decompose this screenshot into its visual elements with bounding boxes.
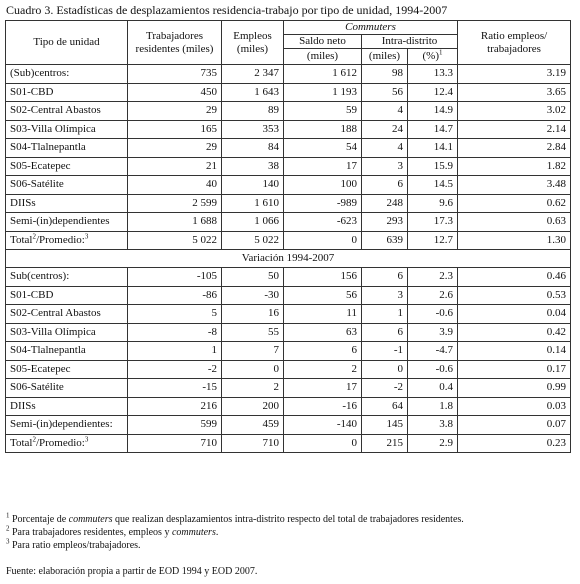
statistics-table xyxy=(5,20,571,453)
cell-saldo: 188 xyxy=(284,120,362,139)
cell-pct: 3.9 xyxy=(408,323,458,342)
cell-intra: 56 xyxy=(362,83,408,102)
cell-ratio: 0.62 xyxy=(458,194,571,213)
table-row xyxy=(6,360,571,379)
cell-saldo: -989 xyxy=(284,194,362,213)
cell-intra: 4 xyxy=(362,102,408,121)
cell-pct: 15.9 xyxy=(408,157,458,176)
cell-ratio: 0.53 xyxy=(458,286,571,305)
table-row xyxy=(6,120,571,139)
cell-pct: 14.9 xyxy=(408,102,458,121)
col-header-tipo: Tipo de unidad xyxy=(6,21,128,65)
table-row xyxy=(6,268,571,287)
cell-intra: 0 xyxy=(362,360,408,379)
cell-saldo: 63 xyxy=(284,323,362,342)
cell-unit: Total$^2$/Promedio:$^3$ xyxy=(6,434,128,453)
cell-trab: 5 022 xyxy=(128,231,222,250)
cell-trab: -8 xyxy=(128,323,222,342)
cell-intra: 64 xyxy=(362,397,408,416)
cell-saldo: 100 xyxy=(284,176,362,195)
table-row xyxy=(6,434,571,453)
cell-empl: -30 xyxy=(222,286,284,305)
cell-intra: 6 xyxy=(362,268,408,287)
cell-saldo: 156 xyxy=(284,268,362,287)
cell-saldo: 59 xyxy=(284,102,362,121)
table-row xyxy=(6,194,571,213)
cell-unit: S02-Central Abastos xyxy=(6,305,128,324)
cell-intra: 3 xyxy=(362,286,408,305)
cell-unit: (Sub)centros: xyxy=(6,65,128,84)
source-note: Fuente: elaboración propia a partir de EOD 1994 y EOD 2007. xyxy=(6,566,258,577)
cell-pct: 9.6 xyxy=(408,194,458,213)
table-row xyxy=(6,286,571,305)
cell-empl: 1 610 xyxy=(222,194,284,213)
cell-intra: 293 xyxy=(362,213,408,232)
cell-trab: 710 xyxy=(128,434,222,453)
cell-trab: 1 688 xyxy=(128,213,222,232)
footnote-line: $^2$ Para trabajadores residentes, empleos y commuters. xyxy=(6,524,219,538)
col-unit-intra: (miles) xyxy=(362,49,408,65)
cell-unit: Sub(centros): xyxy=(6,268,128,287)
cell-pct: 14.5 xyxy=(408,176,458,195)
cell-ratio: 0.07 xyxy=(458,416,571,435)
table-row xyxy=(6,305,571,324)
cell-trab: 2 599 xyxy=(128,194,222,213)
cell-unit: S03-Villa Olímpica xyxy=(6,120,128,139)
cell-unit: S06-Satélite xyxy=(6,379,128,398)
cell-trab: 735 xyxy=(128,65,222,84)
col-header-ratio: Ratio empleos/ trabajadores xyxy=(458,21,571,65)
cell-unit: S05-Ecatepec xyxy=(6,157,128,176)
cell-intra: 4 xyxy=(362,139,408,158)
cell-unit: S02-Central Abastos xyxy=(6,102,128,121)
cell-trab: 165 xyxy=(128,120,222,139)
cell-ratio: 3.48 xyxy=(458,176,571,195)
col-unit-saldo: (miles) xyxy=(284,49,362,65)
cell-ratio: 0.42 xyxy=(458,323,571,342)
table-row xyxy=(6,342,571,361)
cell-ratio: 3.02 xyxy=(458,102,571,121)
col-unit-pct: (%)$^1$ xyxy=(408,49,458,65)
cell-trab: 29 xyxy=(128,102,222,121)
cell-empl: 55 xyxy=(222,323,284,342)
cell-empl: 50 xyxy=(222,268,284,287)
cell-ratio: 3.19 xyxy=(458,65,571,84)
cell-ratio: 0.17 xyxy=(458,360,571,379)
cell-ratio: 3.65 xyxy=(458,83,571,102)
footnote-marker: 1 xyxy=(439,48,443,57)
cell-saldo: 6 xyxy=(284,342,362,361)
cell-saldo: 17 xyxy=(284,379,362,398)
table-body-levels xyxy=(6,65,571,250)
cell-saldo: 0 xyxy=(284,434,362,453)
cell-saldo: 1 612 xyxy=(284,65,362,84)
cell-trab: 450 xyxy=(128,83,222,102)
cell-intra: 215 xyxy=(362,434,408,453)
cell-saldo: 54 xyxy=(284,139,362,158)
table-row xyxy=(6,323,571,342)
table-row xyxy=(6,397,571,416)
cell-intra: 248 xyxy=(362,194,408,213)
cell-unit: S03-Villa Olímpica xyxy=(6,323,128,342)
cell-unit: S01-CBD xyxy=(6,83,128,102)
cell-empl: 353 xyxy=(222,120,284,139)
cell-trab: -105 xyxy=(128,268,222,287)
cell-trab: -86 xyxy=(128,286,222,305)
cell-ratio: 0.63 xyxy=(458,213,571,232)
table-row xyxy=(6,213,571,232)
cell-trab: -15 xyxy=(128,379,222,398)
col-header-commuters: Commuters xyxy=(284,21,458,35)
cell-trab: 216 xyxy=(128,397,222,416)
cell-pct: 17.3 xyxy=(408,213,458,232)
cell-intra: -1 xyxy=(362,342,408,361)
cell-trab: 29 xyxy=(128,139,222,158)
table-row xyxy=(6,416,571,435)
cell-saldo: 56 xyxy=(284,286,362,305)
cell-empl: 0 xyxy=(222,360,284,379)
cell-ratio: 1.30 xyxy=(458,231,571,250)
cell-ratio: 1.82 xyxy=(458,157,571,176)
cell-unit: S04-Tlalnepantla xyxy=(6,139,128,158)
col-header-empleos: Empleos (miles) xyxy=(222,21,284,65)
table-row xyxy=(6,379,571,398)
cell-intra: -2 xyxy=(362,379,408,398)
cell-intra: 6 xyxy=(362,323,408,342)
table-row xyxy=(6,157,571,176)
cell-pct: 2.6 xyxy=(408,286,458,305)
cell-intra: 639 xyxy=(362,231,408,250)
cell-empl: 200 xyxy=(222,397,284,416)
cell-empl: 16 xyxy=(222,305,284,324)
table-caption: Cuadro 3. Estadísticas de desplazamientos residencia-trabajo por tipo de unidad, 1994-2007 xyxy=(6,3,448,17)
cell-pct: 3.8 xyxy=(408,416,458,435)
cell-saldo: -16 xyxy=(284,397,362,416)
cell-unit: DIISs xyxy=(6,194,128,213)
cell-unit: S04-Tlalnepantla xyxy=(6,342,128,361)
cell-trab: 599 xyxy=(128,416,222,435)
table-row xyxy=(6,231,571,250)
table-row xyxy=(6,176,571,195)
cell-empl: 1 643 xyxy=(222,83,284,102)
cell-empl: 5 022 xyxy=(222,231,284,250)
cell-intra: 6 xyxy=(362,176,408,195)
col-header-trabajadores: Trabajadores residentes (miles) xyxy=(128,21,222,65)
cell-empl: 140 xyxy=(222,176,284,195)
cell-empl: 7 xyxy=(222,342,284,361)
cell-ratio: 2.14 xyxy=(458,120,571,139)
table-body-section xyxy=(6,250,571,268)
cell-saldo: 2 xyxy=(284,360,362,379)
table-row xyxy=(6,139,571,158)
cell-ratio: 0.23 xyxy=(458,434,571,453)
cell-intra: 3 xyxy=(362,157,408,176)
table-row xyxy=(6,65,571,84)
cell-ratio: 0.14 xyxy=(458,342,571,361)
section-title: Variación 1994-2007 xyxy=(6,250,571,268)
cell-pct: -0.6 xyxy=(408,305,458,324)
col-header-intra: Intra-distrito xyxy=(362,35,458,49)
cell-empl: 1 066 xyxy=(222,213,284,232)
cell-trab: 21 xyxy=(128,157,222,176)
cell-empl: 459 xyxy=(222,416,284,435)
table-row xyxy=(6,83,571,102)
footnote-line: $^1$ Porcentaje de commuters que realizan desplazamientos intra-distrito respecto del total de trabajadores residentes. xyxy=(6,511,464,525)
cell-saldo: -623 xyxy=(284,213,362,232)
cell-unit: Semi-(in)dependientes xyxy=(6,213,128,232)
cell-intra: 98 xyxy=(362,65,408,84)
cell-empl: 84 xyxy=(222,139,284,158)
footnotes xyxy=(6,513,571,552)
cell-trab: 1 xyxy=(128,342,222,361)
footnote-line: $^3$ Para ratio empleos/trabajadores. xyxy=(6,537,141,551)
cell-unit: S01-CBD xyxy=(6,286,128,305)
cell-ratio: 0.46 xyxy=(458,268,571,287)
cell-saldo: 11 xyxy=(284,305,362,324)
cell-saldo: 1 193 xyxy=(284,83,362,102)
cell-ratio: 0.99 xyxy=(458,379,571,398)
cell-saldo: -140 xyxy=(284,416,362,435)
cell-pct: 12.7 xyxy=(408,231,458,250)
cell-trab: -2 xyxy=(128,360,222,379)
cell-empl: 38 xyxy=(222,157,284,176)
cell-pct: 1.8 xyxy=(408,397,458,416)
cell-pct: 14.7 xyxy=(408,120,458,139)
cell-pct: -0.6 xyxy=(408,360,458,379)
table-row xyxy=(6,102,571,121)
cell-empl: 2 347 xyxy=(222,65,284,84)
cell-trab: 5 xyxy=(128,305,222,324)
cell-empl: 2 xyxy=(222,379,284,398)
cell-saldo: 0 xyxy=(284,231,362,250)
cell-pct: 0.4 xyxy=(408,379,458,398)
cell-ratio: 0.03 xyxy=(458,397,571,416)
cell-empl: 710 xyxy=(222,434,284,453)
cell-pct: -4.7 xyxy=(408,342,458,361)
cell-ratio: 0.04 xyxy=(458,305,571,324)
cell-pct: 2.9 xyxy=(408,434,458,453)
cell-intra: 145 xyxy=(362,416,408,435)
cell-pct: 14.1 xyxy=(408,139,458,158)
col-header-saldo: Saldo neto xyxy=(284,35,362,49)
cell-unit: DIISs xyxy=(6,397,128,416)
cell-intra: 1 xyxy=(362,305,408,324)
cell-pct: 12.4 xyxy=(408,83,458,102)
cell-pct: 2.3 xyxy=(408,268,458,287)
cell-intra: 24 xyxy=(362,120,408,139)
cell-empl: 89 xyxy=(222,102,284,121)
cell-unit: Total$^2$/Promedio:$^3$ xyxy=(6,231,128,250)
cell-ratio: 2.84 xyxy=(458,139,571,158)
cell-pct: 13.3 xyxy=(408,65,458,84)
cell-trab: 40 xyxy=(128,176,222,195)
cell-saldo: 17 xyxy=(284,157,362,176)
cell-unit: Semi-(in)dependientes: xyxy=(6,416,128,435)
cell-unit: S06-Satélite xyxy=(6,176,128,195)
cell-unit: S05-Ecatepec xyxy=(6,360,128,379)
table-body-variation xyxy=(6,268,571,453)
